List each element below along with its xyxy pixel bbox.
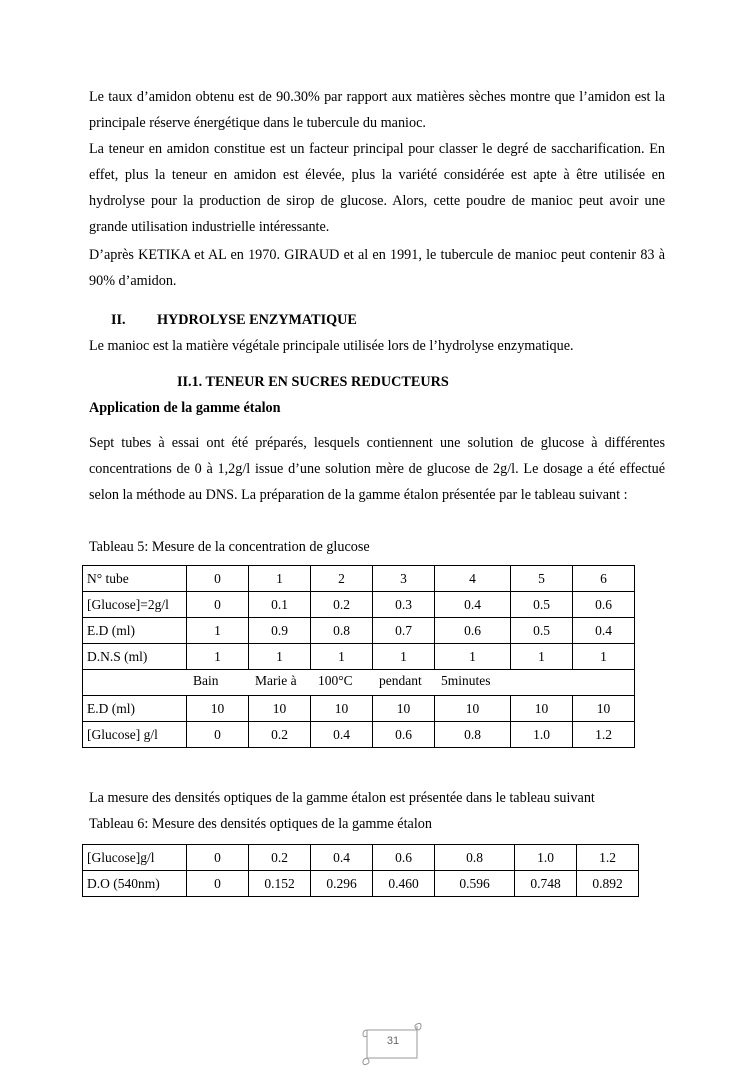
section-intro: Le manioc est la matière végétale principale utilisée lors de l’hydrolyse enzymatique.: [89, 338, 574, 354]
table-cell: 0.7: [373, 618, 435, 644]
subsection-heading: Application de la gamme étalon: [89, 400, 281, 416]
table-cell: 0.6: [573, 592, 635, 618]
row-label: [Glucose]=2g/l: [83, 592, 187, 618]
table6-caption: Tableau 6: Mesure des densités optiques de la gamme étalon: [89, 816, 432, 832]
merged-word: 100°C: [318, 673, 353, 688]
table-cell: 10: [511, 696, 573, 722]
table-cell: 0.6: [373, 722, 435, 748]
table-row: [83, 696, 635, 722]
section-title: HYDROLYSE ENZYMATIQUE: [157, 312, 357, 328]
table-cell: 0.4: [311, 722, 373, 748]
table-cell: 3: [373, 566, 435, 592]
table-row: [83, 566, 635, 592]
table-cell: 1: [187, 618, 249, 644]
table-cell-merged: [83, 670, 635, 696]
table-cell: 4: [435, 566, 511, 592]
page-number: 31: [386, 1035, 400, 1047]
table-cell: 0.9: [249, 618, 311, 644]
table-cell: 1.2: [577, 845, 639, 871]
table-cell: 0.8: [311, 618, 373, 644]
table-cell: 0: [187, 592, 249, 618]
table-cell: 0.6: [435, 618, 511, 644]
table-cell: 0: [187, 722, 249, 748]
table-cell: 1: [249, 566, 311, 592]
table-cell: 0.5: [511, 592, 573, 618]
paragraph-method: Sept tubes à essai ont été préparés, lesquels contiennent une solution de glucose à différentes concentrations de 0 à 1,2g/l issue d’une solution mère de glucose de 2g/l. Le dosage a été effectué selon la méthode au DNS. La préparation de la gamme étalon présentée par le tableau suivant :: [89, 435, 665, 503]
table-cell: 5: [511, 566, 573, 592]
table-cell: 0.4: [435, 592, 511, 618]
paragraph-starch-content: La teneur en amidon constitue est un facteur principal pour classer le degré de saccharification. En effet, plus la teneur en amidon est élevée, plus la variété considérée est apte à être utilisée en hydrolyse pour la production de sirop de glucose. Alors, cette poudre de manioc peut avoir une grande utilisation industrielle intéressante.: [89, 141, 665, 235]
table-cell: 0: [187, 566, 249, 592]
table-cell: 0.8: [435, 722, 511, 748]
table-cell: 10: [573, 696, 635, 722]
table-cell: 0.596: [435, 871, 515, 897]
table-row: [83, 722, 635, 748]
table-cell: 0.4: [573, 618, 635, 644]
merged-word: pendant: [379, 673, 422, 688]
table-cell: 6: [573, 566, 635, 592]
page-number-scroll: [361, 1022, 423, 1064]
section-number: II.: [111, 312, 126, 328]
paragraph-references: D’après KETIKA et AL en 1970. GIRAUD et al en 1991, le tubercule de manioc peut contenir 83 à 90% d’amidon.: [89, 247, 665, 289]
table-row: [83, 670, 635, 696]
table-cell: 1.0: [515, 845, 577, 871]
table-cell: 1.0: [511, 722, 573, 748]
table-cell: 1: [249, 644, 311, 670]
table6-intro: La mesure des densités optiques de la gamme étalon est présentée dans le tableau suivant: [89, 790, 595, 806]
table-cell: 0.748: [515, 871, 577, 897]
table-cell: 1: [511, 644, 573, 670]
table-cell: 1: [311, 644, 373, 670]
table-cell: 0.6: [373, 845, 435, 871]
table-cell: 10: [249, 696, 311, 722]
table-cell: 0.4: [311, 845, 373, 871]
table-cell: 0.5: [511, 618, 573, 644]
row-label: D.N.S (ml): [83, 644, 187, 670]
table-cell: 0.2: [249, 845, 311, 871]
merged-word: Marie à: [255, 673, 297, 688]
table-row: [83, 618, 635, 644]
row-label: D.O (540nm): [83, 871, 187, 897]
paragraph-starch-rate: Le taux d’amidon obtenu est de 90.30% par rapport aux matières sèches montre que l’amidon est la principale réserve énergétique dans le tubercule du manioc.: [89, 89, 665, 131]
table-cell: 2: [311, 566, 373, 592]
table-cell: 0.296: [311, 871, 373, 897]
table-cell: 10: [373, 696, 435, 722]
table-cell: 1: [187, 644, 249, 670]
table5: [82, 565, 635, 748]
table-row: [83, 871, 639, 897]
table-row: [83, 592, 635, 618]
table6: [82, 844, 639, 897]
row-label: [Glucose]g/l: [83, 845, 187, 871]
table-cell: 0: [187, 845, 249, 871]
table-cell: 0.892: [577, 871, 639, 897]
table-cell: 1: [435, 644, 511, 670]
table-cell: 1.2: [573, 722, 635, 748]
table-cell: 1: [373, 644, 435, 670]
merged-word: Bain: [193, 673, 219, 688]
table5-caption: Tableau 5: Mesure de la concentration de glucose: [89, 539, 370, 555]
table-cell: 0.3: [373, 592, 435, 618]
subsection-title: II.1. TENEUR EN SUCRES REDUCTEURS: [177, 374, 449, 390]
table-cell: 1: [573, 644, 635, 670]
table-cell: 10: [311, 696, 373, 722]
row-label: [Glucose] g/l: [83, 722, 187, 748]
table-cell: 0: [187, 871, 249, 897]
table-cell: 0.8: [435, 845, 515, 871]
row-label: E.D (ml): [83, 618, 187, 644]
table-cell: 0.152: [249, 871, 311, 897]
table-cell: 0.460: [373, 871, 435, 897]
table-cell: 0.1: [249, 592, 311, 618]
merged-word: 5minutes: [441, 673, 491, 688]
table-row: [83, 644, 635, 670]
table-cell: 10: [187, 696, 249, 722]
table-cell: 0.2: [311, 592, 373, 618]
table-cell: 0.2: [249, 722, 311, 748]
row-label: N° tube: [83, 566, 187, 592]
row-label: E.D (ml): [83, 696, 187, 722]
table-cell: 10: [435, 696, 511, 722]
table-row: [83, 845, 639, 871]
